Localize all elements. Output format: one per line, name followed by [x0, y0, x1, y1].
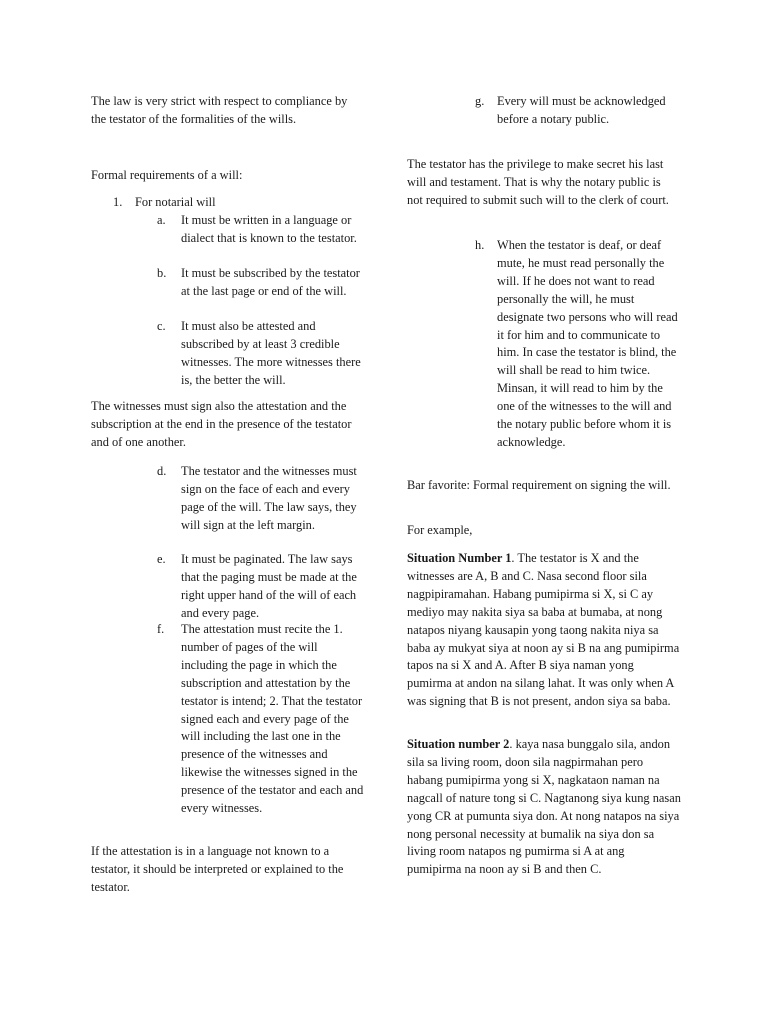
list-marker: a. — [157, 213, 166, 227]
list-marker: f. — [157, 622, 165, 636]
list-item-1 — [113, 194, 363, 212]
list-item-f — [157, 621, 365, 818]
list-marker: h. — [475, 238, 485, 252]
list-item-text: The attestation must recite the 1. number of pages of the will including the page in which the subscription and attestation by the testator is intend; 2. That the testator signed each and every page of the will including the last one in the presence of the witnesses and likewise the witnesses signed in the presence of the testator and each and every witnesses. — [181, 622, 364, 816]
for-example-paragraph: For example, — [407, 523, 473, 537]
list-item-d — [157, 463, 365, 535]
situation-1-paragraph — [407, 550, 681, 711]
situation-1-label: Situation Number 1 — [407, 551, 512, 565]
witnesses-paragraph: The witnesses must sign also the attestation and the subscription at the end in the presence of the testator and of one another. — [91, 399, 352, 449]
list-item-g — [475, 93, 675, 129]
list-item-text: It must be written in a language or dialect that is known to the testator. — [181, 213, 357, 245]
list-item-text: When the testator is deaf, or deaf mute, he must read personally the will. If he does not want to read personally the will, he must designate two persons who will read it for him and to communicate to him. In case the testator is blind, the will shall be read to him twice. Minsan, it will read to him by the one of the witnesses to the will and the notary public before whom it is acknowledge. — [497, 238, 678, 449]
bar-favorite-paragraph: Bar favorite: Formal requirement on signing the will. — [407, 478, 671, 492]
formal-requirements-heading: Formal requirements of a will: — [91, 168, 243, 182]
list-item-a — [157, 212, 365, 248]
list-marker: d. — [157, 464, 167, 478]
secret-paragraph: The testator has the privilege to make secret his last will and testament. That is why the notary public is not required to submit such will to the clerk of court. — [407, 157, 669, 207]
list-marker: g. — [475, 94, 485, 108]
list-item-e — [157, 551, 365, 623]
situation-2-text: . kaya nasa bunggalo sila, andon sila sa living room, doon sila nagpirmahan pero habang pumipirma yong si X, nagkataon naman na nagcall of nature tong si C. Nagtanong siya kung nasan yong CR at pumunta siya don. At nong natapos na siya nong personal necessity at bumalik na siya don sa living room natapos ng pumirma si A at ang pumipirma na noon ay si B and then C. — [407, 737, 681, 877]
list-item-b — [157, 265, 365, 301]
list-item-text: The testator and the witnesses must sign on the face of each and every page of the will. The law says, they will sign at the left margin. — [181, 464, 357, 532]
list-item-text: It must be subscribed by the testator at the last page or end of the will. — [181, 266, 360, 298]
intro-paragraph: The law is very strict with respect to compliance by the testator of the formalities of the wills. — [91, 94, 348, 126]
list-marker: c. — [157, 319, 166, 333]
situation-2-label: Situation number 2 — [407, 737, 510, 751]
list-item-text: It must also be attested and subscribed by at least 3 credible witnesses. The more witnesses there is, the better the will. — [181, 319, 361, 387]
situation-2-paragraph — [407, 736, 681, 879]
attestation-language-paragraph: If the attestation is in a language not known to a testator, it should be interpreted or explained to the testator. — [91, 844, 344, 894]
list-item-h — [475, 237, 683, 452]
list-item-c — [157, 318, 365, 390]
list-marker: e. — [157, 552, 166, 566]
list-item-text: For notarial will — [135, 195, 216, 209]
situation-1-text: . The testator is X and the witnesses are A, B and C. Nasa second floor sila nagpipiramahan. Habang pumipirma si X, si C ay mediyo may nakita siya sa baba at bumaba, at nong natapos niyang kausapin yong taong nakita niya sa baba ay mukyat siya at noon ay si B na ang pumipirma tapos na si X and A. After B siya naman yong pumirma at andon na silang lahat. It was only when A was signing that B is not present, andon siya sa baba. — [407, 551, 680, 709]
list-marker: b. — [157, 266, 167, 280]
list-item-text: It must be paginated. The law says that the paging must be made at the right upper hand of the will of each and every page. — [181, 552, 357, 620]
list-marker: 1. — [113, 195, 123, 209]
list-item-text: Every will must be acknowledged before a notary public. — [497, 94, 666, 126]
